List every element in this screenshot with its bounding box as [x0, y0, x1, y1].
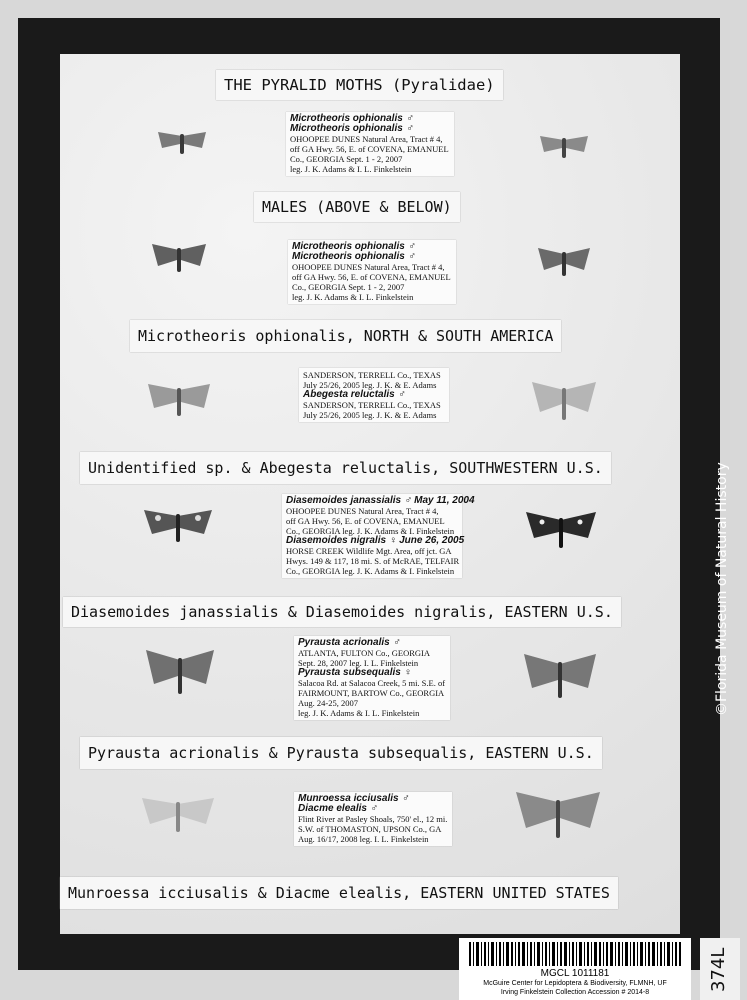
- specimen-label-4: Diasemoides janassialis ♂ May 11, 2004 OHOOPEE DUNES Natural Area, Tract # 4, off GA Hwy. 56, E. of COVENA, EMANUEL Co., GEORGIA leg. J. K. Adams & I. Finkelstein Diasemoides nigralis ♀ June 26, 2005 HORSE CREEK Wildlife Mgt. Area, off jct. GA Hwys. 149 & 117, 18 mi. S. of McRAE, TELFAIR Co., GEORGIA leg. J. K. Adams & I. Finkelstein: [282, 494, 462, 578]
- case-title: THE PYRALID MOTHS (Pyralidae): [216, 70, 503, 100]
- institution-line: McGuire Center for Lepidoptera & Biodiversity, FLMNH, UF: [483, 980, 667, 987]
- moth-specimen: [530, 378, 598, 426]
- copyright-credit: ©Florida Museum of Natural History: [714, 462, 730, 716]
- row5-caption: Munroessa icciusalis & Diacme elealis, EASTERN UNITED STATES: [60, 877, 618, 909]
- moth-specimen: [150, 240, 208, 276]
- moth-specimen: [522, 650, 598, 704]
- specimen-label-2: Microtheoris ophionalis ♂ Microtheoris ophionalis ♂ OHOOPEE DUNES Natural Area, Tract # 4, off GA Hwy. 56, E. of COVENA, EMANUEL Co., GEORGIA Sept. 1 - 2, 2007 leg. J. K. Adams & I. L. Finkelstein: [288, 240, 456, 304]
- moth-specimen: [538, 132, 590, 162]
- specimen-label-5: Pyrausta acrionalis ♂ ATLANTA, FULTON Co., GEORGIA Sept. 28, 2007 leg. I. L. Finkelstein Pyrausta subsequalis ♀ Salacoa Rd. at Salacoa Creek, 5 mi. S.E. of FAIRMOUNT, BARTOW Co., GEORGIA Aug. 24-25, 2007 leg. J. K. Adams & I. L. Finkelstein: [294, 636, 450, 720]
- moth-specimen: [514, 788, 602, 844]
- row3-caption: Diasemoides janassialis & Diasemoides nigralis, EASTERN U.S.: [63, 597, 621, 627]
- specimen-label-1: Microtheoris ophionalis ♂ Microtheoris ophionalis ♂ OHOOPEE DUNES Natural Area, Tract # 4, off GA Hwy. 56, E. of COVENA, EMANUEL Co., GEORGIA Sept. 1 - 2, 2007 leg. J. K. Adams & I. L. Finkelstein: [286, 112, 454, 176]
- drawer-number: 374L: [700, 938, 740, 1000]
- moth-specimen: [524, 508, 598, 552]
- specimen-label-3: SANDERSON, TERRELL Co., TEXAS July 25/26, 2005 leg. J. K. & E. Adams Abegesta reluctalis ♂ SANDERSON, TERRELL Co., TEXAS July 25/26, 2005 leg. J. K. & E. Adams: [299, 368, 449, 422]
- barcode-label: [459, 938, 691, 1000]
- moth-specimen: [536, 244, 592, 280]
- moth-specimen: [142, 504, 214, 546]
- specimen-id: MGCL 1011181: [540, 968, 610, 979]
- row4-caption: Pyrausta acrionalis & Pyrausta subsequalis, EASTERN U.S.: [80, 737, 602, 769]
- row2-caption: Unidentified sp. & Abegesta reluctalis, SOUTHWESTERN U.S.: [80, 452, 611, 484]
- barcode-icon: [469, 942, 681, 966]
- moth-specimen: [140, 792, 216, 836]
- specimen-label-6: Munroessa icciusalis ♂ Diacme elealis ♂ Flint River at Pasley Shoals, 750' el., 12 mi. S.W. of THOMASTON, UPSON Co., GA Aug. 16/17, 2008 leg. I. L. Finkelstein: [294, 792, 452, 846]
- row1-caption: Microtheoris ophionalis, NORTH & SOUTH AMERICA: [130, 320, 561, 352]
- males-heading: MALES (ABOVE & BELOW): [254, 192, 460, 222]
- moth-specimen: [144, 646, 216, 700]
- accession-line: Irving Finkelstein Collection Accession # 2014-8: [500, 989, 650, 996]
- moth-specimen: [156, 128, 208, 158]
- moth-specimen: [146, 378, 212, 420]
